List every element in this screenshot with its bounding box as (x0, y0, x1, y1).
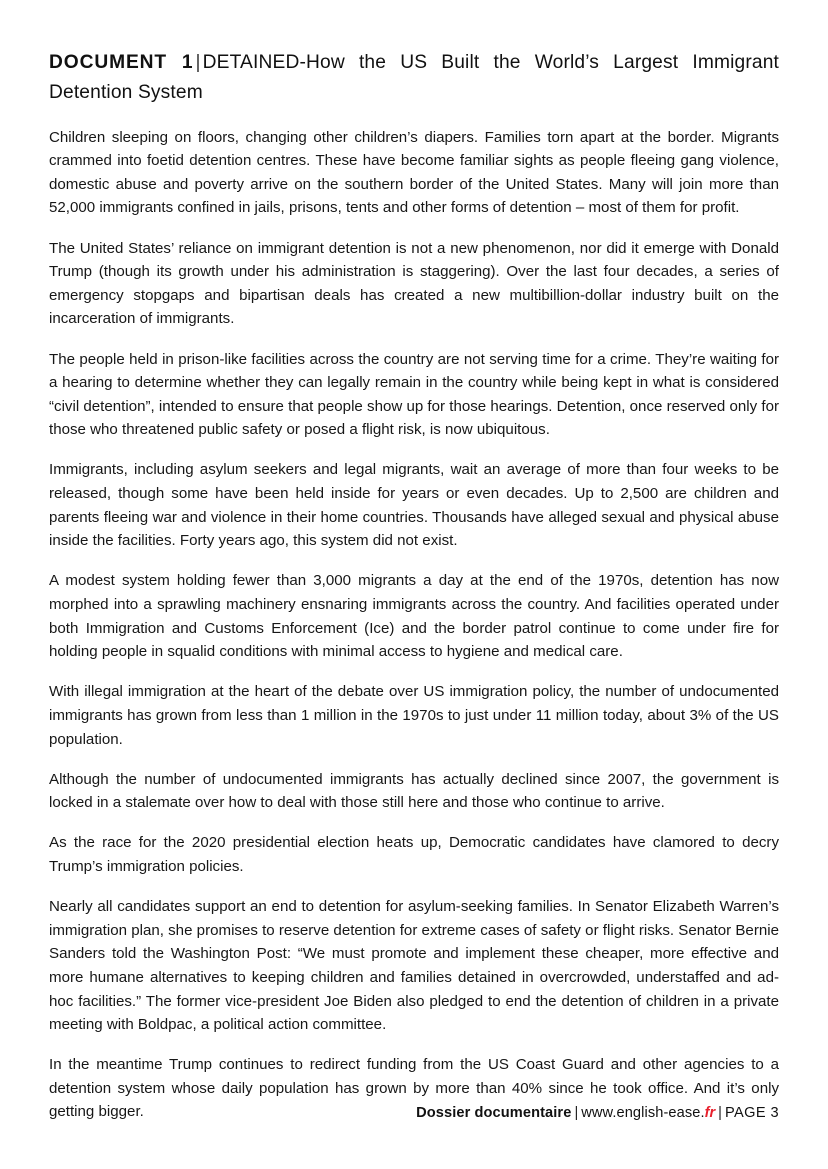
page-footer (49, 1105, 779, 1123)
footer-brand: Dossier documentaire (416, 1104, 572, 1121)
footer-page-number: PAGE 3 (724, 1104, 779, 1121)
footer-separator: | (574, 1104, 579, 1121)
title-separator: | (195, 52, 201, 73)
body-paragraph: Children sleeping on floors, changing other children’s diapers. Families torn apart at the border. Migrants crammed into foetid detention centres. These have become familiar sights as people fleeing gang violence, domestic abuse and poverty arrive on the southern border of the United States. Many will join more than 52,000 immigrants confined in jails, prisons, tents and other forms of detention – most of them for profit. (49, 128, 779, 217)
document-content (49, 48, 779, 1124)
body-paragraph: Nearly all candidates support an end to detention for asylum-seeking families. In Senator Elizabeth Warren’s immigration plan, she promises to reserve detention for extreme cases of safety or flight risks. Senator Bernie Sanders told the Washington Post: “We must promote and implement these cheaper, more effective and more humane alternatives to keeping children and families detained in overcrowded, understaffed and ad-hoc facilities.” The former vice-president Joe Biden also pledged to end the detention of children in a private meeting with Boldpac, a political action committee. (49, 898, 779, 1034)
footer-separator: | (718, 1104, 722, 1121)
body-paragraph: As the race for the 2020 presidential election heats up, Democratic candidates have clamored to decry Trump’s immigration policies. (49, 834, 779, 875)
document-heading: DETAINED-How the US Built the World’s Largest Immigrant Detention System (49, 52, 779, 104)
body-paragraph: With illegal immigration at the heart of the debate over US immigration policy, the number of undocumented immigrants has grown from less than 1 million in the 1970s to just under 11 million today, about 3% of the US population. (49, 683, 779, 748)
body-paragraph: Although the number of undocumented immigrants has actually declined since 2007, the government is locked in a stalemate over how to deal with those still here and those who continue to arrive. (49, 770, 779, 812)
body-paragraph: The United States’ reliance on immigrant detention is not a new phenomenon, nor did it emerge with Donald Trump (though its growth under his administration is staggering). Over the last four decades, a series of emergency stopgaps and bipartisan deals has created a new multibillion-dollar industry built on the incarceration of immigrants. (49, 239, 779, 328)
body-paragraph: Immigrants, including asylum seekers and legal migrants, wait an average of more than four weeks to be released, though some have been held inside for years or even decades. Up to 2,500 are children and parents fleeing war and violence in their home countries. Thousands have alleged sexual and physical abuse inside the facilities. Forty years ago, this system did not exist. (49, 461, 779, 550)
page-title (49, 48, 779, 109)
body-paragraph: The people held in prison-like facilities across the country are not serving time for a crime. They’re waiting for a hearing to determine whether they can legally remain in the country while being kept in what is considered “civil detention”, intended to ensure that people show up for those hearings. Detention, once reserved only for those who threatened public safety or posed a flight risk, is now ubiquitous. (49, 350, 779, 439)
body-paragraph: A modest system holding fewer than 3,000 migrants a day at the end of the 1970s, detention has now morphed into a sprawling machinery ensnaring immigrants across the country. And facilities operated under both Immigration and Customs Enforcement (Ice) and the border patrol continue to come under fire for holding people in squalid conditions with minimal access to hygiene and medical care. (49, 572, 779, 661)
body-paragraph: In the meantime Trump continues to redirect funding from the US Coast Guard and other agencies to a detention system whose daily population has grown by more than 40% since he took office. And it’s only getting bigger. (49, 1056, 779, 1121)
footer-url: www.english-ease. (581, 1104, 705, 1121)
footer-url-tld: fr (704, 1104, 716, 1121)
document-label: DOCUMENT 1 (49, 52, 194, 73)
